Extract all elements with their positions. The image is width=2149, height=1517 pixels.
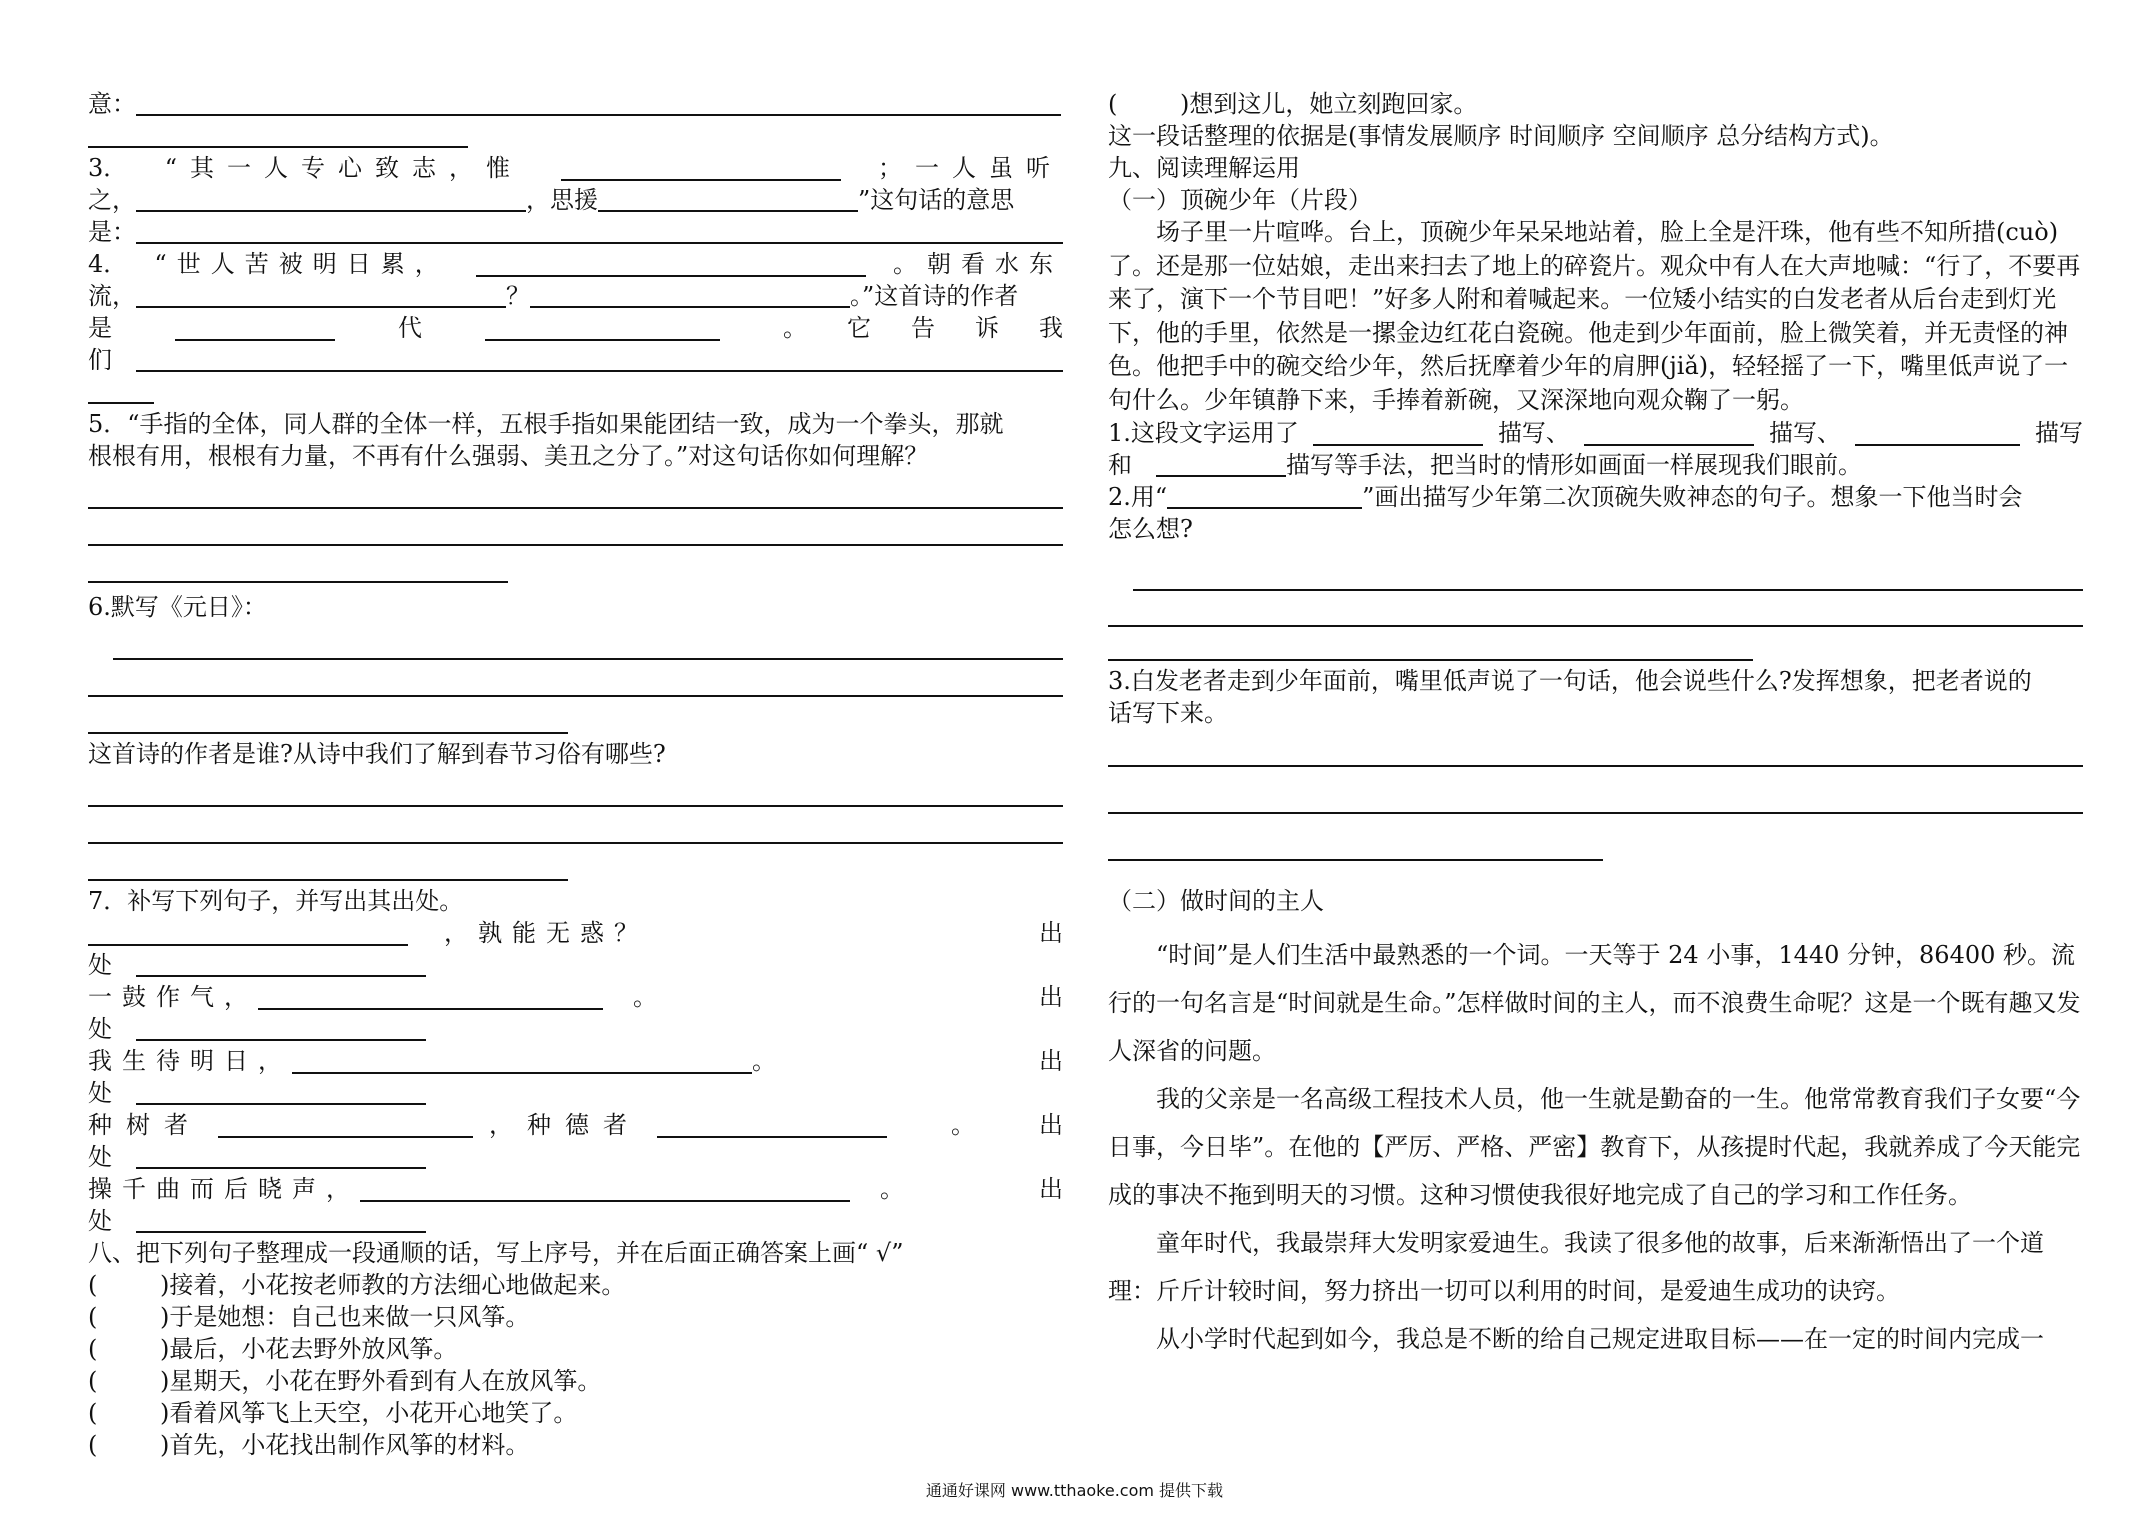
answer-blank[interactable]: [1584, 420, 1754, 446]
q7-item-text: 。: [752, 1047, 776, 1075]
source-label: 出: [1039, 1047, 1063, 1075]
q3-text-d: ，思援: [526, 186, 598, 214]
answer-blank[interactable]: [360, 1176, 850, 1202]
order-blank[interactable]: (: [88, 1367, 98, 1395]
q7-item-3: [88, 1045, 1063, 1077]
q4-text-e: 。”这首诗的作者: [850, 282, 1019, 310]
q8-item: [88, 1397, 1063, 1429]
answer-blank[interactable]: [561, 155, 841, 181]
q7-item-2: [88, 981, 1063, 1013]
rq2-line1: [1108, 481, 2083, 513]
q8-item: [88, 1365, 1063, 1397]
q5-line2: 根根有用，根根有力量，不再有什么强弱、美丑之分了。”对这句话你如何理解？: [88, 442, 929, 470]
answer-blank[interactable]: [175, 315, 335, 341]
q7-title: 7．补写下列句子，并写出其出处。: [88, 887, 464, 915]
q7-source-line: [88, 949, 1063, 981]
rq1-text: 1.这段文字运用了: [1108, 419, 1299, 447]
q7-source-line: [88, 1141, 1063, 1173]
source-blank[interactable]: [136, 1207, 426, 1233]
passage-paragraph: “时间”是人们生活中最熟悉的一个词。一天等于 24 小事，1440 分钟，86400 秒。流行的一句名言是“时间就是生命。”怎样做时间的主人，而不浪费生命呢？这是一个既有趣又发人深省的问题。: [1108, 941, 2081, 1065]
answer-blank[interactable]: [1313, 420, 1483, 446]
q7-item-text: 。: [951, 1111, 975, 1139]
rq1-text: 描写: [2035, 419, 2083, 447]
reading-1-title: （一）顶碗少年（片段）: [1108, 186, 1372, 214]
answer-blank[interactable]: [136, 346, 1063, 372]
footer-credit: 通通好课网 www.tthaoke.com 提供下载: [925, 1481, 1224, 1500]
answer-line[interactable]: [88, 877, 568, 881]
answer-blank[interactable]: [136, 218, 1063, 244]
q7-item-text: ，孰能无惑？: [444, 919, 648, 947]
q7-item-text: 种树者: [88, 1111, 202, 1139]
answer-blank[interactable]: [88, 122, 468, 148]
q8-title: 八、把下列句子整理成一段通顺的话，写上序号，并在后面正确答案上画“ √”: [88, 1239, 904, 1267]
rq1-text: 描写、: [1497, 419, 1570, 447]
source-blank[interactable]: [136, 1079, 426, 1105]
section-9-title: 九、阅读理解运用: [1108, 154, 1300, 182]
rq2-text: ”画出描写少年第二次顶碗失败神态的句子。想象一下他当时会: [1362, 483, 2023, 511]
rq1-line1: [1108, 417, 2083, 449]
q8-item: [88, 1429, 1063, 1461]
q4-number: 4．: [88, 250, 128, 278]
answer-blank[interactable]: [598, 186, 858, 212]
q3-number: 3．: [88, 154, 128, 182]
source-label: 处: [88, 1015, 112, 1043]
answer-blank[interactable]: [136, 90, 1061, 116]
answer-blank[interactable]: [136, 186, 526, 212]
q3-text-e: ”这句话的意思: [858, 186, 1015, 214]
rq2-text: 2.用“: [1108, 483, 1168, 511]
order-blank[interactable]: (: [88, 1335, 98, 1363]
q8-item-text: )最后，小花去野外放风筝。: [160, 1335, 458, 1363]
q5-line1: 5．“手指的全体，同人群的全体一样，五根手指如果能团结一致，成为一个拳头，那就: [88, 410, 1004, 438]
q3-line3: [88, 216, 1063, 248]
answer-blank[interactable]: [476, 251, 866, 277]
reading-2-passage: [1108, 931, 2083, 1363]
answer-line[interactable]: [1108, 657, 1753, 661]
source-blank[interactable]: [136, 1143, 426, 1169]
q8-item: [88, 1269, 1063, 1301]
answer-blank[interactable]: [258, 984, 603, 1010]
source-label: 处: [88, 1143, 112, 1171]
q3-text-c: 之，: [88, 186, 136, 214]
answer-line[interactable]: [1108, 857, 1603, 861]
q8-item-text: )于是她想：自己也来做一只风筝。: [160, 1303, 530, 1331]
q8-item: [1108, 88, 2083, 120]
answer-blank[interactable]: [292, 1048, 752, 1074]
q7-item-text: 一鼓作气，: [88, 983, 258, 1011]
source-blank[interactable]: [136, 951, 426, 977]
q4-text-h: 。它告诉我: [783, 314, 1103, 342]
passage-paragraph: 我的父亲是一名高级工程技术人员，他一生就是勤奋的一生。他常常教育我们子女要“今日事，今日毕”。在他的【严厉、严格、严密】教育下，从孩提时代起，我就养成了今天能完成的事决不拖到明天的习惯。这种习惯使我很好地完成了自己的学习和工作任务。: [1108, 1085, 2081, 1209]
reading-2-title: （二）做时间的主人: [1108, 887, 1324, 915]
source-blank[interactable]: [136, 1015, 426, 1041]
source-label: 出: [1039, 983, 1063, 1011]
q3-line1: [88, 152, 1063, 184]
answer-blank[interactable]: [485, 315, 720, 341]
q8-item-text: )首先，小花找出制作风筝的材料。: [160, 1431, 530, 1459]
rq1-line2: [1108, 449, 2083, 481]
q7-source-line: [88, 1013, 1063, 1045]
q4-text-d: ？: [506, 282, 530, 310]
q2-answer-line: [88, 88, 1063, 120]
answer-blank[interactable]: [657, 1112, 887, 1138]
q4-line3: [88, 312, 1103, 344]
answer-line[interactable]: [88, 120, 1063, 152]
q6-title: 6.默写《元日》：: [88, 593, 267, 621]
source-label: 出: [1039, 1111, 1063, 1139]
passage-paragraph: 童年时代，我最崇拜大发明家爱迪生。我读了很多他的故事，后来渐渐悟出了一个道理：斤斤计较时间，努力挤出一切可以利用的时间，是爱迪生成功的诀窍。: [1108, 1229, 2044, 1305]
q4-text-f: 是: [88, 314, 112, 342]
answer-line[interactable]: [88, 579, 508, 583]
q8-basis: 这一段话整理的依据是(事情发展顺序 时间顺序 空间顺序 总分结构方式)。: [1108, 122, 1894, 150]
q2-meaning-label: 意：: [88, 90, 136, 118]
order-blank[interactable]: (: [88, 1271, 98, 1299]
source-label: 处: [88, 1079, 112, 1107]
q7-item-5: [88, 1173, 1063, 1205]
answer-blank[interactable]: [88, 378, 154, 404]
q5-text: [88, 408, 1063, 472]
q3-text-b: ；一人虽听: [877, 154, 1063, 182]
q8-item-text: )看着风筝飞上天空，小花开心地笑了。: [160, 1399, 578, 1427]
left-column: [88, 88, 1103, 1461]
answer-line[interactable]: [88, 730, 568, 734]
answer-blank[interactable]: [1855, 420, 2020, 446]
answer-line[interactable]: [88, 376, 1063, 408]
q4-text-i: 们: [88, 346, 112, 374]
rq3-line1: 3.白发老者走到少年面前，嘴里低声说了一句话，他会说些什么?发挥想象，把老者说的: [1108, 667, 2032, 695]
answer-blank[interactable]: [136, 282, 506, 308]
q8-item: [88, 1301, 1063, 1333]
q7-source-line: [88, 1077, 1063, 1109]
source-label: 处: [88, 951, 112, 979]
q8-item: [88, 1333, 1063, 1365]
q7-source-line: [88, 1205, 1063, 1237]
answer-blank[interactable]: [530, 282, 850, 308]
rq1-text: 描写、: [1768, 419, 1841, 447]
q4-text-g: 代: [398, 314, 422, 342]
q3-text-f: 是：: [88, 218, 136, 246]
q4-line4: [88, 344, 1063, 376]
q4-text-c: 流，: [88, 282, 136, 310]
q7-item-text: 我生待明日，: [88, 1047, 292, 1075]
q7-item-text: 操千曲而后晓声，: [88, 1175, 360, 1203]
rq2-text: 怎么想?: [1108, 515, 1193, 543]
q4-line1: [88, 248, 1063, 280]
q7-item-text: 。: [633, 983, 657, 1011]
q3-text-a: “其一人专心致志，惟: [164, 154, 524, 182]
q4-text-a: “世人苦被明日累，: [154, 250, 449, 278]
q4-line2: [88, 280, 1063, 312]
q8-item-text: )想到这儿，她立刻跑回家。: [1180, 90, 1478, 118]
q8-item-text: )接着，小花按老师教的方法细心地做起来。: [160, 1271, 626, 1299]
q7-item-text: 。: [880, 1175, 904, 1203]
answer-blank[interactable]: [218, 1112, 473, 1138]
passage-paragraph: 从小学时代起到如今，我总是不断的给自己规定进取目标——在一定的时间内完成一: [1156, 1325, 2044, 1353]
q4-text-b: 。朝看水东: [892, 250, 1063, 278]
right-column: [1108, 88, 2083, 1363]
q6-question: 这首诗的作者是谁?从诗中我们了解到春节习俗有哪些?: [88, 740, 666, 768]
rq3-line2: 话写下来。: [1108, 699, 1228, 727]
answer-blank[interactable]: [1156, 451, 1286, 477]
order-blank[interactable]: (: [88, 1431, 98, 1459]
source-label: 处: [88, 1207, 112, 1235]
q7-item-text: ，种德者: [489, 1111, 641, 1139]
source-label: 出: [1039, 1175, 1063, 1203]
answer-blank[interactable]: [1167, 483, 1362, 509]
rq1-text: 描写等手法，把当时的情形如画面一样展现我们眼前。: [1286, 451, 1862, 479]
q7-item-1: [88, 917, 1063, 949]
q8-item-text: )星期天，小花在野外看到有人在放风筝。: [160, 1367, 602, 1395]
rq1-text: 和: [1108, 451, 1132, 479]
q7-item-4: [88, 1109, 1063, 1141]
order-blank[interactable]: (: [88, 1399, 98, 1427]
q3-line2: [88, 184, 1063, 216]
answer-blank[interactable]: [88, 920, 408, 946]
order-blank[interactable]: (: [88, 1303, 98, 1331]
order-blank[interactable]: (: [1108, 90, 1118, 118]
source-label: 出: [1039, 919, 1063, 947]
rq3-text: [1108, 665, 2083, 729]
reading-1-passage: 场子里一片喧哗。台上，顶碗少年呆呆地站着，脸上全是汗珠，他有些不知所措(cuò)了。还是那一位姑娘，走出来扫去了地上的碎瓷片。观众中有人在大声地喊：“行了，不要再来了，演下一个节目吧！”好多人附和着喊起来。一位矮小结实的白发老者从后台走到灯光下，他的手里，依然是一摞金边红花白瓷碗。他走到少年面前，脸上微笑着，并无责怪的神色。他把手中的碗交给少年，然后抚摩着少年的肩胛(jiǎ)，轻轻摇了一下，嘴里低声说了一句什么。少年镇静下来，手捧着新碗，又深深地向观众鞠了一躬。: [1108, 218, 2081, 414]
